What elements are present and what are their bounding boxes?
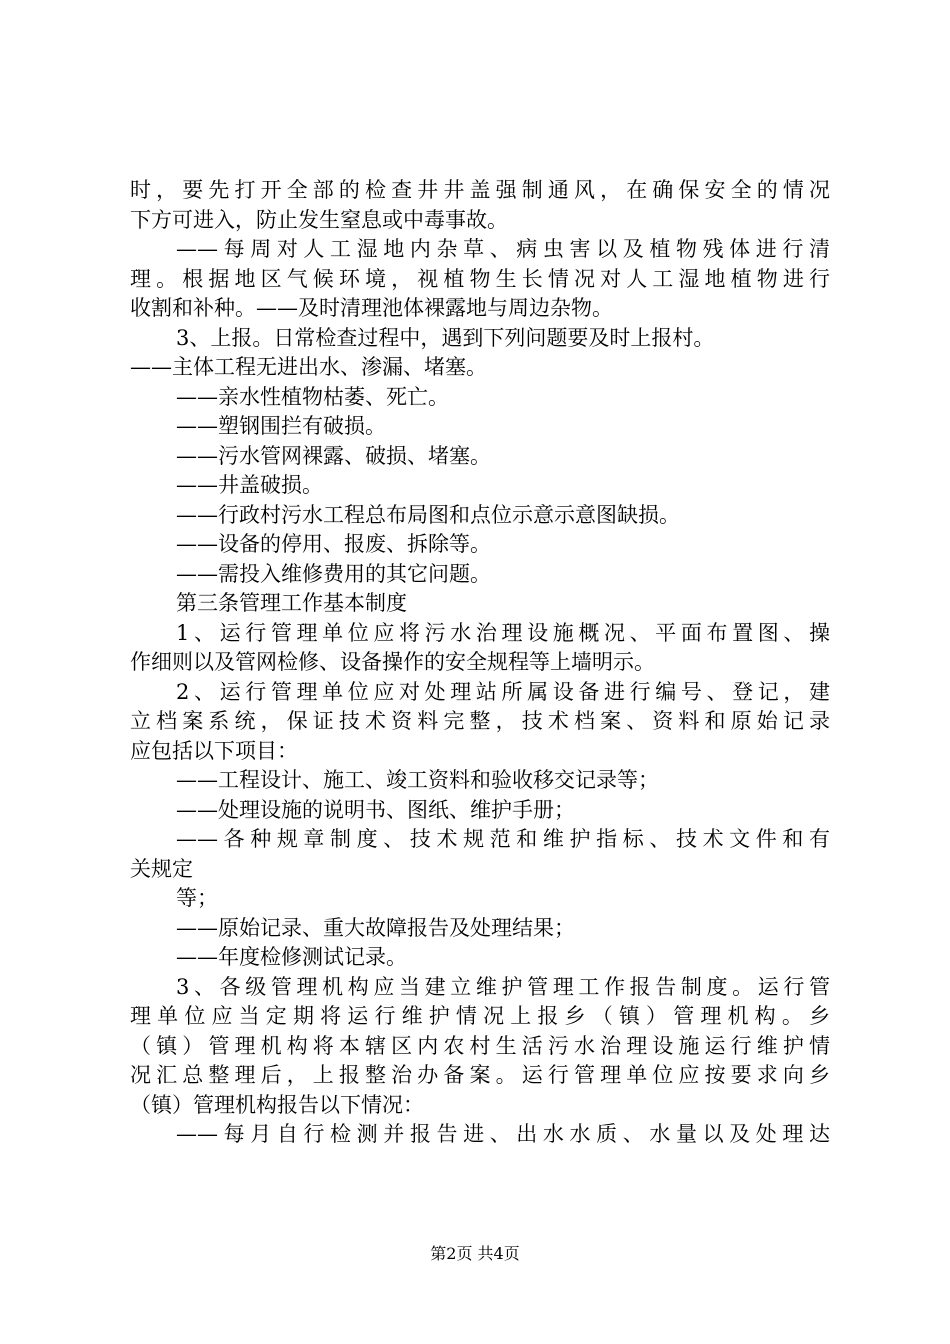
text-line: 应包括以下项目： xyxy=(130,738,298,763)
text-line: ——需投入维修费用的其它问题。 xyxy=(176,561,491,586)
document-body xyxy=(130,176,830,1150)
text-line: 时，要先打开全部的检查井井盖强制通风，在确保安全的情况 xyxy=(130,178,830,202)
text-line: ——亲水性植物枯萎、死亡。 xyxy=(176,384,449,409)
text-line: ——主体工程无进出水、渗漏、堵塞。 xyxy=(130,355,487,379)
text-line: 收割和补种。——及时清理池体裸露地与周边杂物。 xyxy=(130,296,613,320)
text-line: ——原始记录、重大故障报告及处理结果； xyxy=(176,915,575,940)
text-line: ——每月自行检测并报告进、出水水质、水量以及处理达 xyxy=(176,1122,830,1146)
text-line: 3、各级管理机构应当建立维护管理工作报告制度。运行管 xyxy=(176,974,830,999)
text-line: 立档案系统，保证技术资料完整，技术档案、资料和原始记录 xyxy=(130,709,830,733)
text-line: ——污水管网裸露、破损、堵塞。 xyxy=(176,443,491,468)
text-line: 2、运行管理单位应对处理站所属设备进行编号、登记，建 xyxy=(176,679,830,704)
text-line: 3、上报。日常检查过程中，遇到下列问题要及时上报村。 xyxy=(176,325,715,350)
text-line: ——塑钢围拦有破损。 xyxy=(176,414,386,438)
text-line: 况汇总整理后，上报整治办备案。运行管理单位应按要求向乡 xyxy=(130,1063,830,1087)
text-line: ——各种规章制度、技术规范和维护指标、技术文件和有 xyxy=(176,827,830,851)
text-line: ——设备的停用、报废、拆除等。 xyxy=(176,532,491,556)
text-line: 作细则以及管网检修、设备操作的安全规程等上墙明示。 xyxy=(130,650,655,674)
text-line: 1、运行管理单位应将污水治理设施概况、平面布置图、操 xyxy=(176,620,830,645)
text-line: 等； xyxy=(176,886,218,910)
text-line: ——每周对人工湿地内杂草、病虫害以及植物残体进行清 xyxy=(176,237,830,261)
page-footer: 第2页 共4页 xyxy=(430,1244,520,1263)
text-line: ——处理设施的说明书、图纸、维护手册； xyxy=(176,797,575,822)
text-line: 关规定 xyxy=(130,856,193,881)
text-line: ——工程设计、施工、竣工资料和验收移交记录等； xyxy=(176,768,659,792)
text-line: 理单位应当定期将运行维护情况上报乡（镇）管理机构。乡 xyxy=(130,1004,830,1028)
text-line: 理。根据地区气候环境，视植物生长情况对人工湿地植物进行 xyxy=(130,266,830,291)
text-line: ——井盖破损。 xyxy=(176,473,323,497)
text-line: 下方可进入，防止发生窒息或中毒事故。 xyxy=(130,207,508,232)
text-line: ——年度检修测试记录。 xyxy=(176,945,407,969)
text-line: （镇）管理机构报告以下情况： xyxy=(130,1092,424,1117)
section-heading: 第三条管理工作基本制度 xyxy=(176,591,407,615)
text-line: ——行政村污水工程总布局图和点位示意示意图缺损。 xyxy=(176,502,680,527)
text-line: （镇）管理机构将本辖区内农村生活污水治理设施运行维护情 xyxy=(130,1033,830,1058)
